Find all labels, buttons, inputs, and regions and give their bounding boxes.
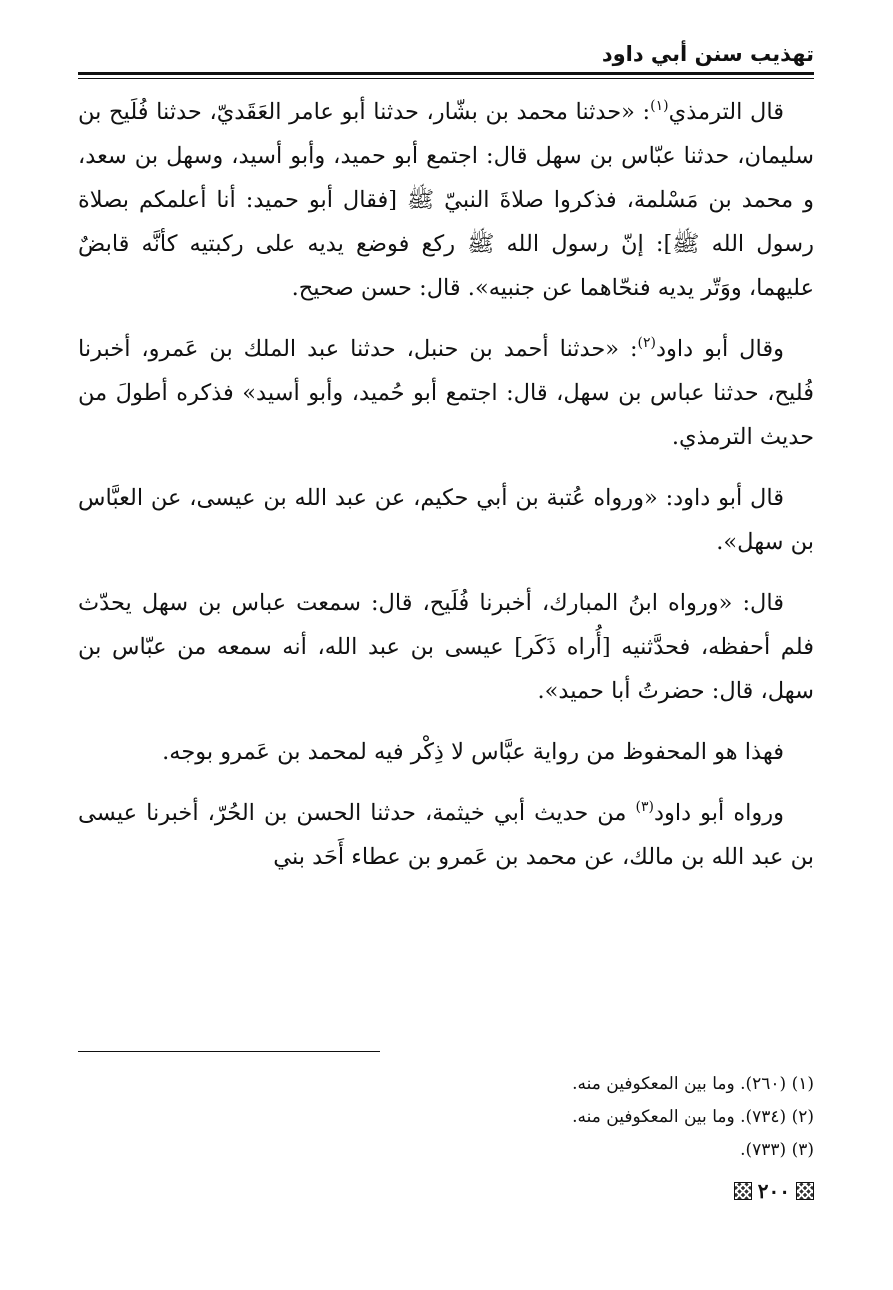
paragraph: وقال أبو داود$^{(٢)}$: «حدثنا أحمد بن حنبل، حدثنا عبد الملك بن عَمرو، أخبرنا فُليح، حدثنا عباس بن سهل، قال: اجتمع أبو حُميد، وأبو أسيد» فذكره أطولَ من حديث الترمذي. [78,335,814,450]
paragraph: قال الترمذي$^{(١)}$: «حدثنا محمد بن بشّار، حدثنا أبو عامر العَقَديّ، حدثنا فُلَيح بن سليمان، حدثنا عبّاس بن سهل قال: اجتمع أبو حميد، وأبو أسيد، وسهل بن سعد، و محمد بن مَسْلمة، فذكروا صلاةَ النبيّ ﷺ [فقال أبو حميد: أنا أعلمكم بصلاة رسول الله ﷺ]: إنّ رسول الله ﷺ ركع فوضع يديه على ركبتيه كأنَّه قابضٌ عليهما، ووَتّر يديه فنحّاهما عن جنبيه». قال: حسن صحيح. [78,98,814,301]
footnote: (٢) (٧٣٤). وما بين المعكوفين منه. [572,1107,814,1127]
running-header: تهذيب سنن أبي داود [601,42,814,66]
footnote-marker[interactable]: (١) [650,98,669,114]
footnote-separator [78,1051,380,1052]
footnote-marker[interactable]: (٢) [637,335,656,351]
footnote: (١) (٢٦٠). وما بين المعكوفين منه. [572,1074,814,1094]
paragraph: ورواه أبو داود$^{(٣)}$ من حديث أبي خيثمة، حدثنا الحسن بن الحُرّ، أخبرنا عيسى بن عبد الله بن مالك، عن محمد بن عَمرو بن عطاء أَحَد بني [78,799,814,870]
paragraph: قال: «ورواه ابنُ المبارك، أخبرنا فُلَيح، قال: سمعت عباس بن سهل يحدّث فلم أحفظه، فحدَّثنيه [أُراه ذَكَر] عيسى بن عبد الله، أنه سمعه من عبّاس بن سهل، قال: حضرتُ أبا حميد». [78,590,814,704]
book-page [78,38,814,1268]
page-footer [78,1174,814,1208]
header-rule-thick [78,72,814,75]
footnote-marker[interactable]: (٣) [635,799,654,815]
ornament-icon [796,1182,814,1200]
main-text [78,90,814,896]
page-number: ٢٠٠ [757,1179,790,1203]
ornament-icon [734,1182,752,1200]
paragraph: فهذا هو المحفوظ من رواية عبَّاس لا ذِكْر فيه لمحمد بن عَمرو بوجه. [162,739,784,765]
footnote: (٣) (٧٣٣). [740,1140,814,1160]
header-rule-thin [78,78,814,79]
paragraph: قال أبو داود: «ورواه عُتبة بن أبي حكيم، عن عبد الله بن عيسى، عن العبَّاس بن سهل». [78,485,814,555]
footnotes [78,1068,814,1167]
